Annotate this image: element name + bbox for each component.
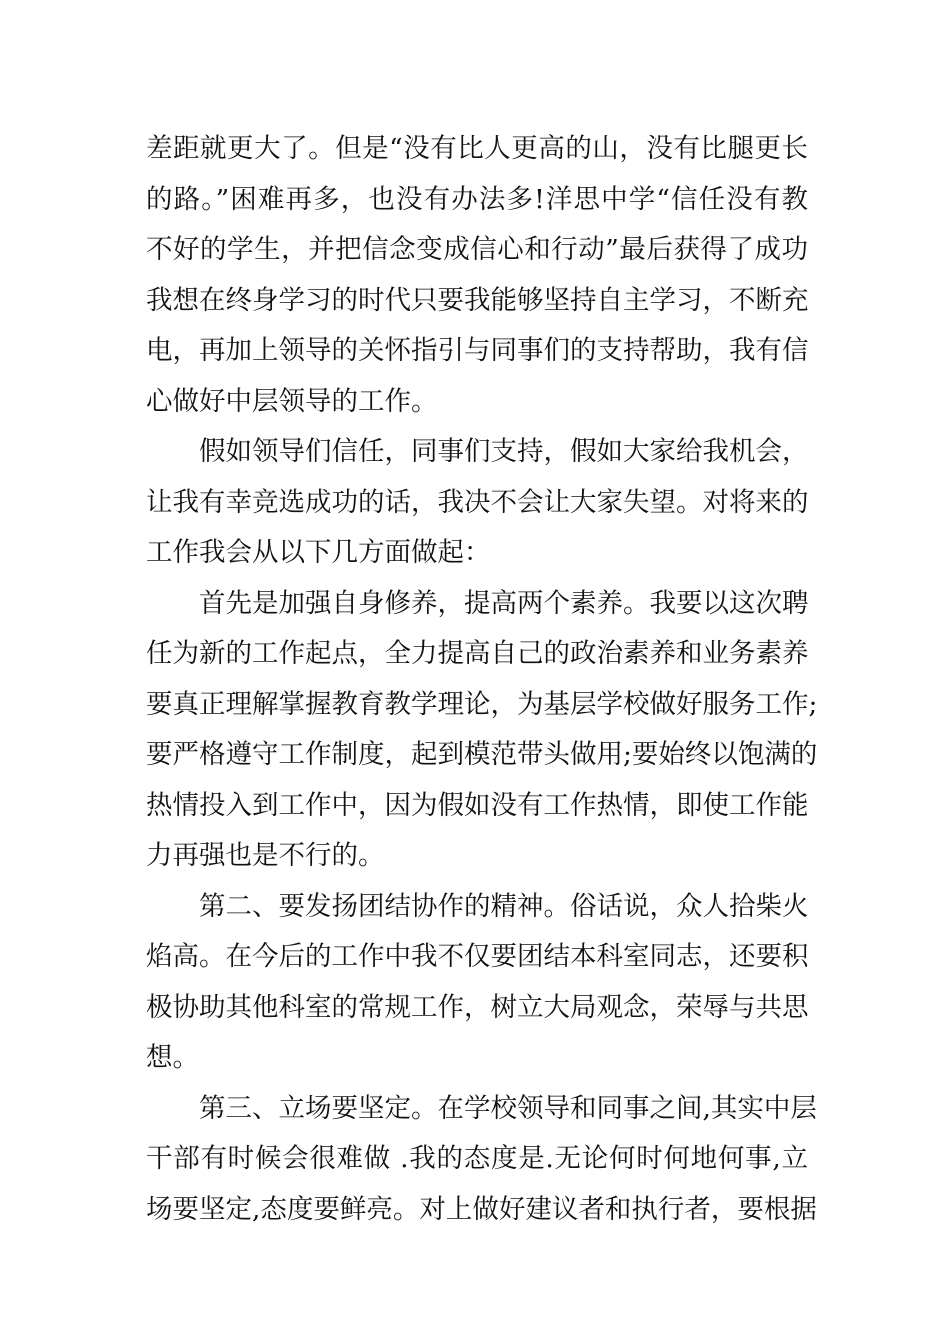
text-line: 焰高。在今后的工作中我不仅要团结本科室同志，还要积 <box>146 941 809 972</box>
body-text <box>146 124 818 1235</box>
text-line: 不好的学生，并把信念变成信心和行动”最后获得了成功 <box>146 234 808 265</box>
text-line: 心做好中层领导的工作。 <box>146 385 438 417</box>
text-line: 想。 <box>146 1042 199 1073</box>
paragraph-first-line: 首先是加强自身修养，提高两个素养。我要以这次聘 <box>199 587 809 619</box>
text-line: 的路。”困难再多，也没有办法多!洋思中学“信任没有教 <box>146 183 808 215</box>
text-line: 工作我会从以下几方面做起： <box>146 537 491 568</box>
text-line: 极协助其他科室的常规工作，树立大局观念，荣辱与共思 <box>146 991 809 1023</box>
text-line: 要真正理解掌握教育教学理论，为基层学校做好服务工作; <box>146 688 818 720</box>
paragraph-first-line: 第三、立场要坚定。在学校领导和同事之间,其实中层 <box>199 1092 817 1124</box>
text-line: 干部有时候会很难做 .我的态度是.无论何时何地何事,立 <box>146 1143 808 1174</box>
text-line: 热情投入到工作中，因为假如没有工作热情，即使工作能 <box>146 789 809 821</box>
text-line: 任为新的工作起点，全力提高自己的政治素养和业务素养 <box>146 638 809 669</box>
paragraph-first-line: 第二、要发扬团结协作的精神。俗话说，众人拾柴火 <box>199 890 809 922</box>
paragraph-first-line: 假如领导们信任，同事们支持，假如大家给我机会， <box>199 436 809 467</box>
text-line: 场要坚定,态度要鲜亮。对上做好建议者和执行者，要根据 <box>146 1193 817 1225</box>
text-line: 电，再加上领导的关怀指引与同事们的支持帮助，我有信 <box>146 335 809 366</box>
text-line: 力再强也是不行的。 <box>146 840 385 871</box>
text-line: 我想在终身学习的时代只要我能够坚持自主学习，不断充 <box>146 284 809 316</box>
text-line: 要严格遵守工作制度，起到模范带头做用;要始终以饱满的 <box>146 739 818 770</box>
text-line: 差距就更大了。但是“没有比人更高的山，没有比腿更长 <box>146 133 808 164</box>
text-line: 让我有幸竞选成功的话，我决不会让大家失望。对将来的 <box>146 486 809 518</box>
